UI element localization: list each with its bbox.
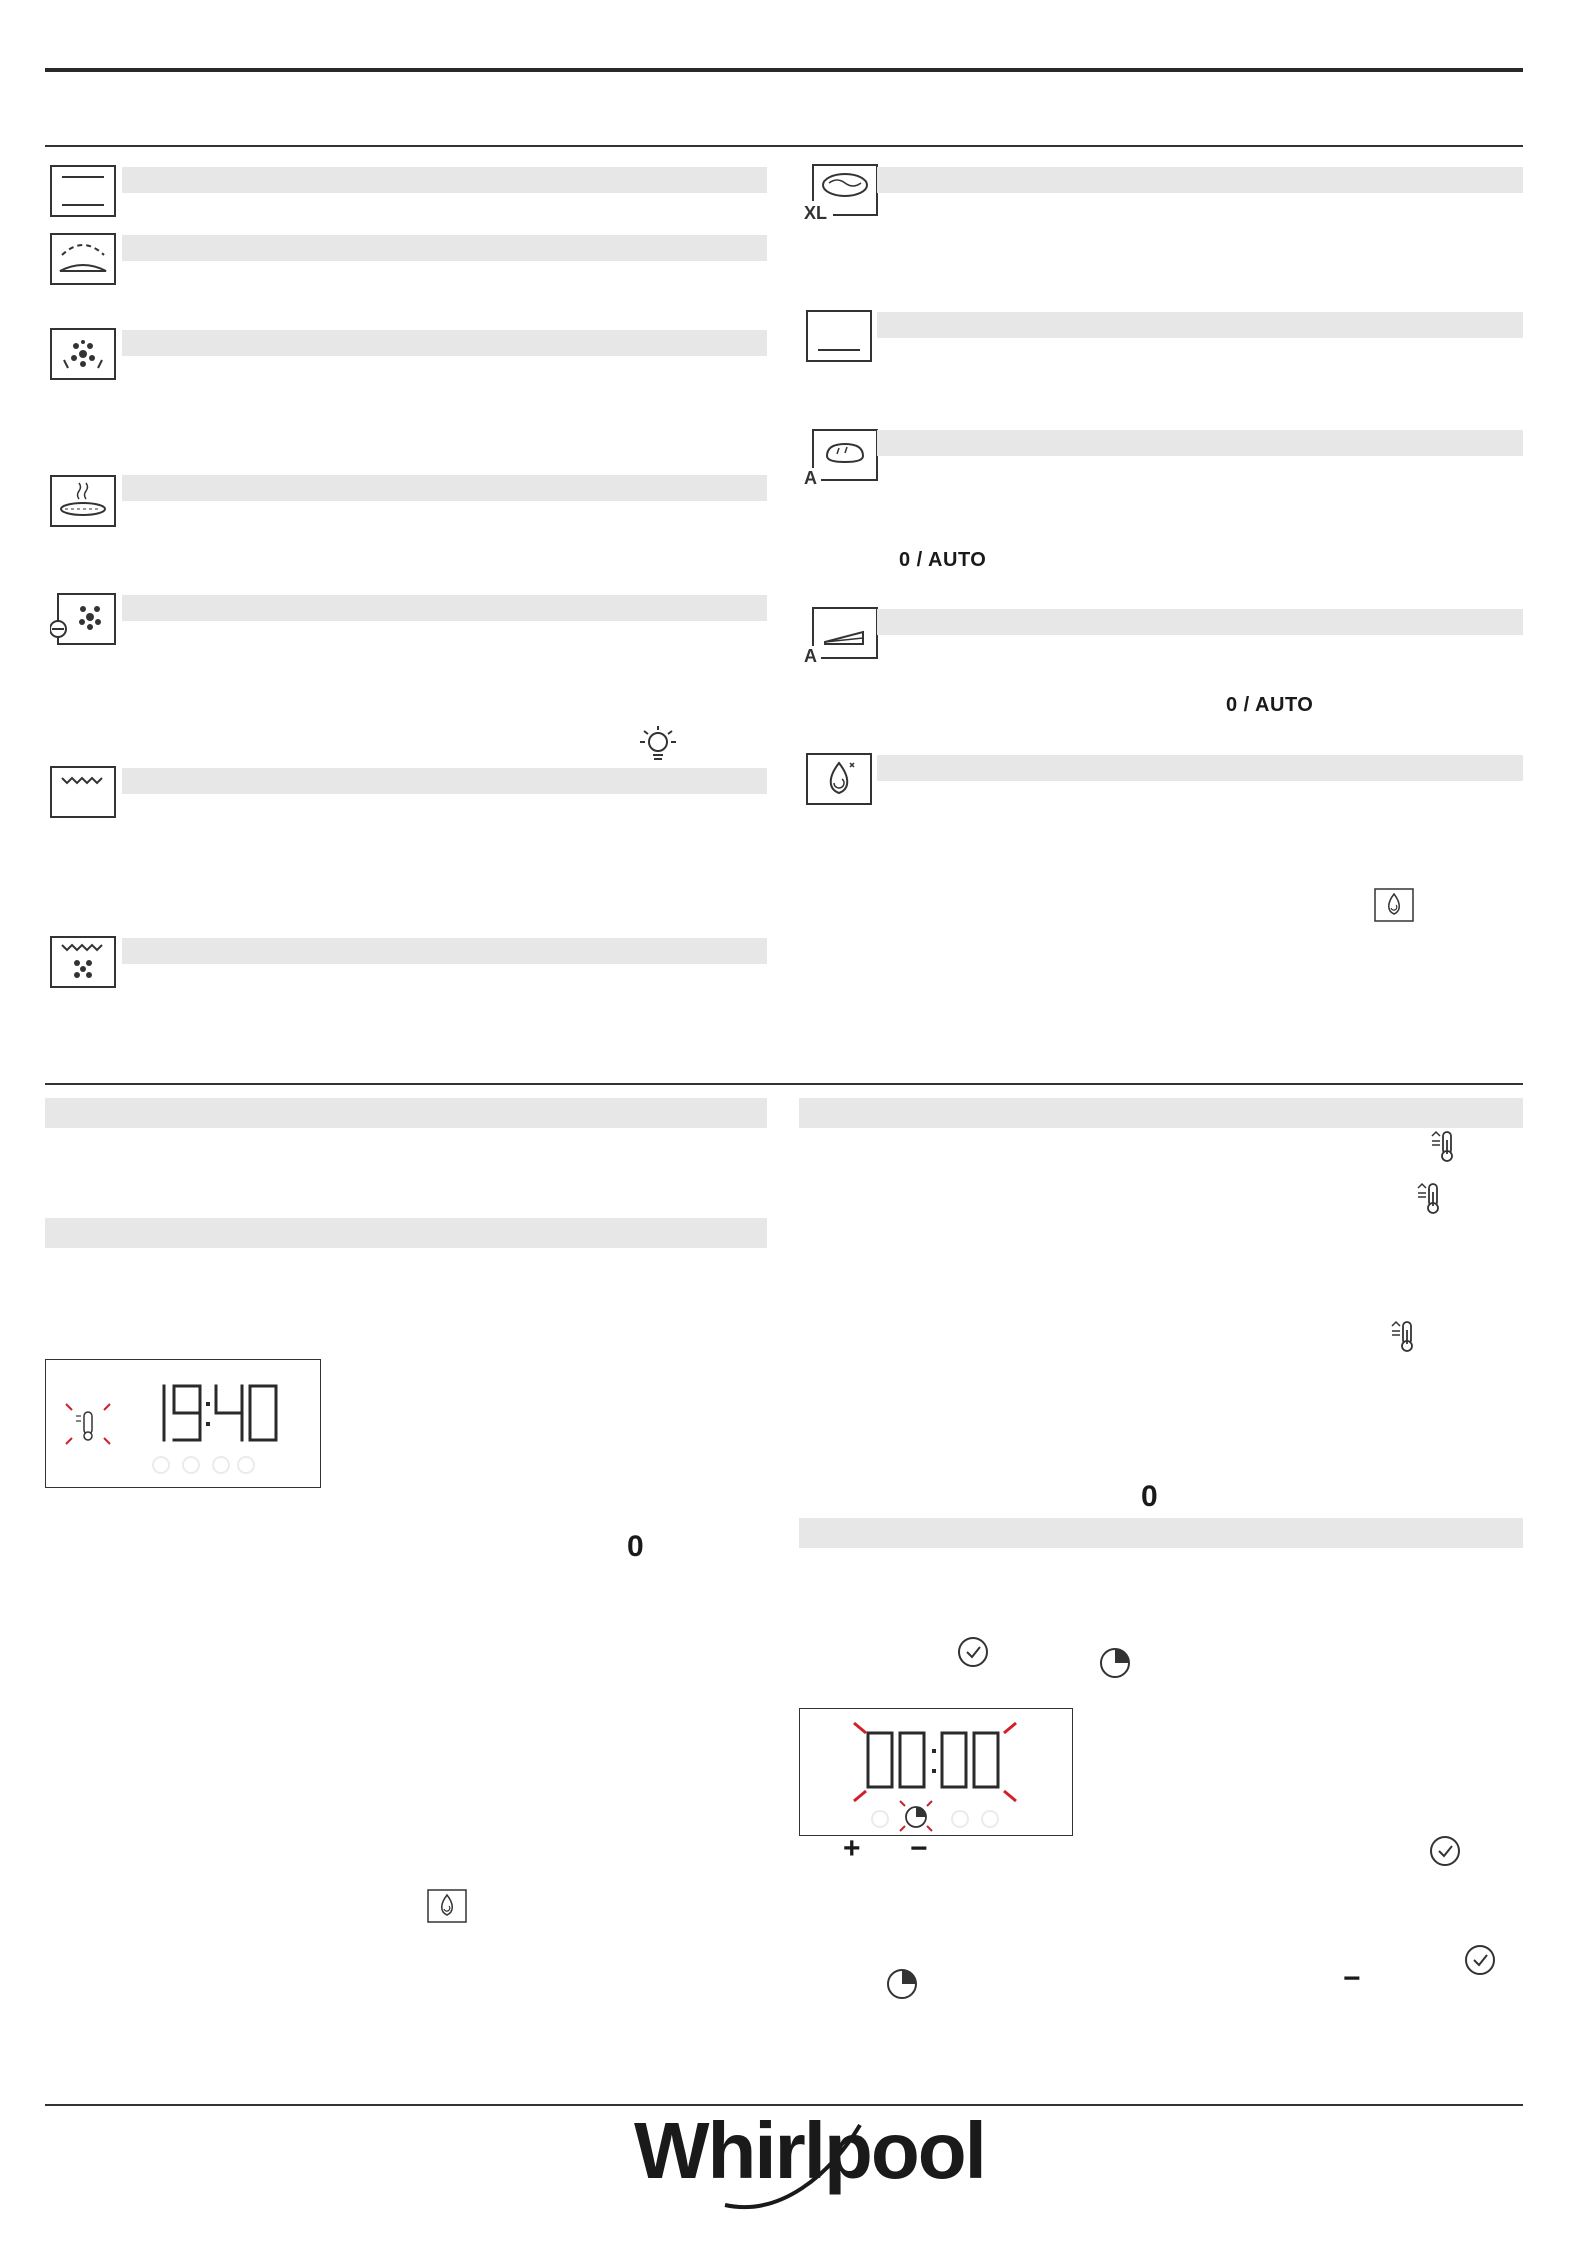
- smart-clean-icon: [806, 753, 872, 805]
- function-band-2: [122, 235, 767, 261]
- timer-digit-4: [974, 1733, 998, 1787]
- smart-clean-small-icon-2: [427, 1889, 467, 1923]
- timer-colon-dot-2: [932, 1769, 936, 1773]
- forced-air-icon: [50, 328, 116, 380]
- top-rule: [45, 68, 1523, 72]
- band-lower-right-2: [799, 1518, 1523, 1548]
- auto-label-2: 0 / AUTO: [1226, 694, 1314, 716]
- timer-digit-3: [942, 1733, 966, 1787]
- eco-forced-air-icon: [50, 593, 116, 645]
- zero-label-right: 0: [1141, 1480, 1158, 1513]
- brand-wordmark: Whirlpool: [634, 2106, 985, 2195]
- smart-clean-small-icon: [1374, 888, 1414, 922]
- section-rule-middle: [45, 1083, 1523, 1085]
- grill-icon: [50, 233, 116, 285]
- thermometer-icon-3: [1390, 1318, 1420, 1354]
- auto-label-1: 0 / AUTO: [899, 549, 987, 571]
- function-band-4: [122, 475, 767, 501]
- clock-colon-dot-2: [206, 1422, 210, 1426]
- convection-bake-icon: [50, 475, 116, 527]
- timer-colon-dot-1: [932, 1749, 936, 1753]
- band-lower-right-1: [799, 1098, 1523, 1128]
- function-band-r5: [877, 755, 1523, 781]
- band-lower-left-2: [45, 1218, 767, 1248]
- band-lower-left-1: [45, 1098, 767, 1128]
- function-band-6: [122, 768, 767, 794]
- minus-symbol: −: [910, 1832, 928, 1865]
- minus-symbol-2: −: [1343, 1962, 1361, 1995]
- clock-icon-3: [1462, 1942, 1498, 1978]
- function-band-r1: [877, 167, 1523, 193]
- clock-colon-dot-1: [206, 1402, 210, 1406]
- section-rule-top: [45, 145, 1523, 147]
- function-band-r2: [877, 312, 1523, 338]
- timer-digit-1: [868, 1733, 892, 1787]
- function-band-r4: [877, 609, 1523, 635]
- maxi-cooking-xl-icon: [803, 163, 879, 221]
- clock-icon-2: [1427, 1833, 1463, 1869]
- clock-digit-2: [174, 1386, 200, 1440]
- conventional-icon: [50, 165, 116, 217]
- clock-display: [45, 1359, 321, 1488]
- grill-fan-icon: [50, 936, 116, 988]
- function-band-1: [122, 167, 767, 193]
- thermometer-icon-1: [1430, 1128, 1460, 1164]
- thermometer-icon-2: [1416, 1180, 1446, 1216]
- function-band-3: [122, 330, 767, 356]
- timer-icon: [1097, 1645, 1133, 1681]
- function-band-5: [122, 595, 767, 621]
- svg-text:A: A: [804, 646, 817, 664]
- clock-digit-3: [216, 1386, 242, 1440]
- clock-digit-4: [250, 1386, 276, 1440]
- bread-auto-icon: [803, 428, 879, 486]
- timer-display-digits: [800, 1709, 1072, 1835]
- function-band-7: [122, 938, 767, 964]
- cake-auto-icon: [803, 606, 879, 664]
- zero-label-left: 0: [627, 1530, 644, 1563]
- svg-text:XL: XL: [804, 203, 828, 221]
- clock-display-digits: [46, 1360, 320, 1487]
- turbo-grill-icon: [50, 766, 116, 818]
- brand-logo: [630, 2105, 985, 2215]
- keep-warm-icon: [806, 310, 872, 362]
- function-band-r3: [877, 430, 1523, 456]
- clock-icon: [955, 1634, 991, 1670]
- lamp-icon: [636, 725, 680, 765]
- timer-digit-2: [900, 1733, 924, 1787]
- timer-display: [799, 1708, 1073, 1836]
- plus-symbol: +: [843, 1832, 861, 1865]
- svg-text:A: A: [804, 468, 817, 486]
- timer-icon-2: [884, 1966, 920, 2002]
